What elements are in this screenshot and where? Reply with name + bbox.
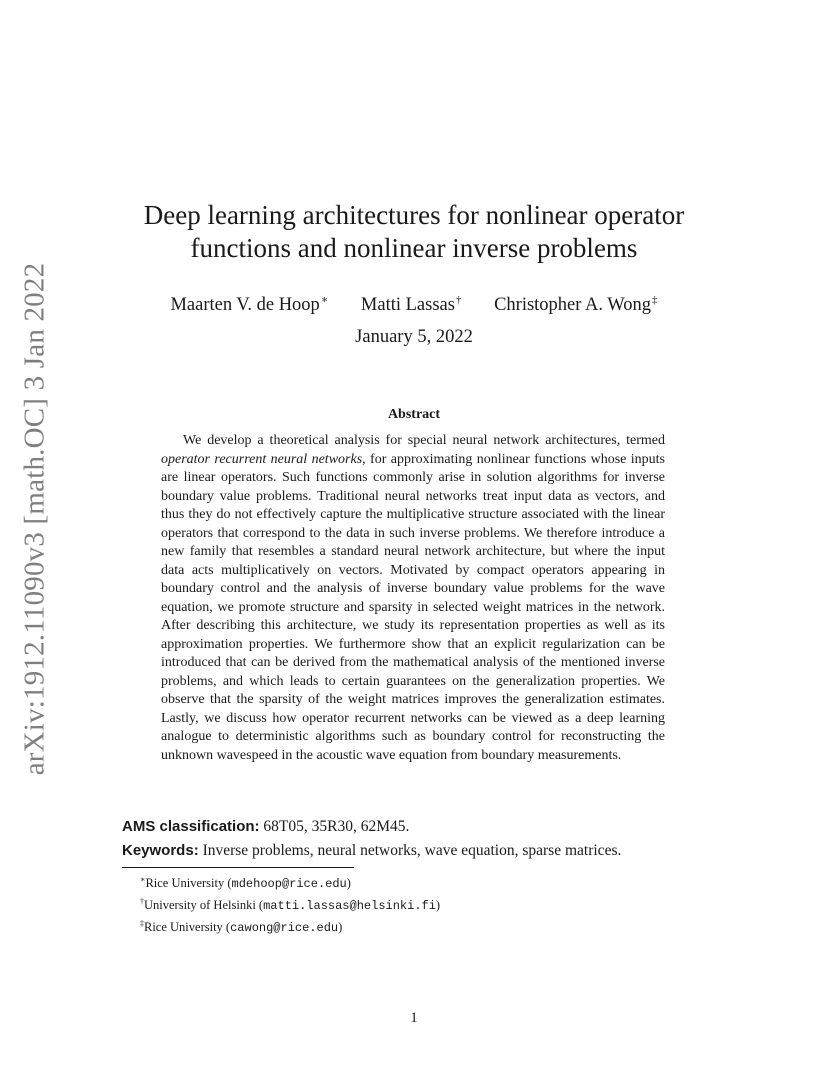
author-name: Matti Lassas: [360, 295, 455, 315]
footnote-2: [140, 893, 700, 915]
keywords-label: Keywords:: [122, 842, 199, 859]
footnote-mark: †: [140, 897, 144, 906]
author-2: [361, 288, 462, 317]
abstract-heading: Abstract: [387, 407, 441, 422]
footnotes: [140, 871, 700, 937]
abstract-body: [161, 432, 665, 765]
keywords-value: Inverse problems, neural networks, wave equation, sparse matrices.: [202, 842, 622, 859]
footnote-mark: ‡: [140, 919, 144, 928]
footnote-email[interactable]: cawong@rice.edu: [230, 921, 339, 935]
author-mark: ‡: [652, 294, 658, 306]
author-mark: †: [455, 294, 462, 306]
footnote-text: Rice University (: [144, 920, 231, 934]
arxiv-side-stamp: [10, 262, 60, 776]
keywords: [122, 841, 722, 861]
footnote-3: [140, 915, 700, 937]
paper-title: [0, 199, 828, 265]
ams-label: AMS classification:: [122, 818, 260, 835]
ams-value: 68T05, 35R30, 62M45.: [263, 818, 410, 835]
ams-classification: [122, 817, 722, 837]
abstract-intro: We develop a theoretical analysis for special neural network architectures, termed: [183, 433, 665, 448]
abstract-emphasis: operator recurrent neural networks: [161, 451, 363, 467]
author-name: Maarten V. de Hoop: [170, 295, 320, 315]
author-mark: ∗: [320, 294, 329, 306]
author-list: [0, 288, 828, 317]
title-line-1: Deep learning architectures for nonlinear operator: [143, 200, 685, 230]
arxiv-identifier: arXiv:1912.11090v3 [math.OC] 3 Jan 2022: [18, 262, 51, 776]
abstract-rest: , for approximating nonlinear functions whose inputs are linear operators. Such functions commonly arise in solution algorithms for inverse boundary value problems. Traditional neural networks treat input data as vectors, and thus they do not effectively capture the multiplicative structure associated with the linear operators that correspond to the data in such inverse problems. We therefore introduce a new family that resembles a standard neural network architecture, but where the input data acts multiplicatively on vectors. Motivated by compact operators appearing in boundary control and the analysis of inverse boundary value problems for the wave equation, we promote structure and sparsity in selected weight matrices in the network. After describing this architecture, we study its representation properties as well as its approximation properties. We furthermore show that an explicit regularization can be introduced that can be derived from the mathematical analysis of the mentioned inverse problems, and which leads to certain guarantees on the generalization properties. We observe that the sparsity of the weight matrices improves the generalization estimates. Lastly, we discuss how operator recurrent networks can be viewed as a deep learning analogue to deterministic algorithms such as boundary control for reconstructing the unknown wavespeed in the acoustic wave equation from boundary measurements.: [161, 451, 665, 763]
footnote-email[interactable]: mdehoop@rice.edu: [231, 877, 347, 891]
publication-date: January 5, 2022: [355, 327, 473, 347]
footnote-close: ): [346, 876, 351, 890]
page-number: 1: [410, 1010, 418, 1026]
footnote-1: [140, 871, 700, 893]
author-1: [170, 288, 328, 317]
title-line-2: functions and nonlinear inverse problems: [190, 233, 638, 263]
author-name: Christopher A. Wong: [494, 295, 652, 315]
footnote-close: ): [435, 898, 441, 912]
author-3: [494, 288, 657, 317]
footnote-text: Rice University (: [145, 876, 232, 890]
footnote-text: University of Helsinki (: [144, 898, 264, 912]
footnote-close: ): [338, 920, 343, 934]
footnote-mark: ∗: [140, 875, 146, 884]
footnote-email[interactable]: matti.lassas@helsinki.fi: [263, 899, 436, 913]
footnote-rule: [122, 867, 354, 868]
